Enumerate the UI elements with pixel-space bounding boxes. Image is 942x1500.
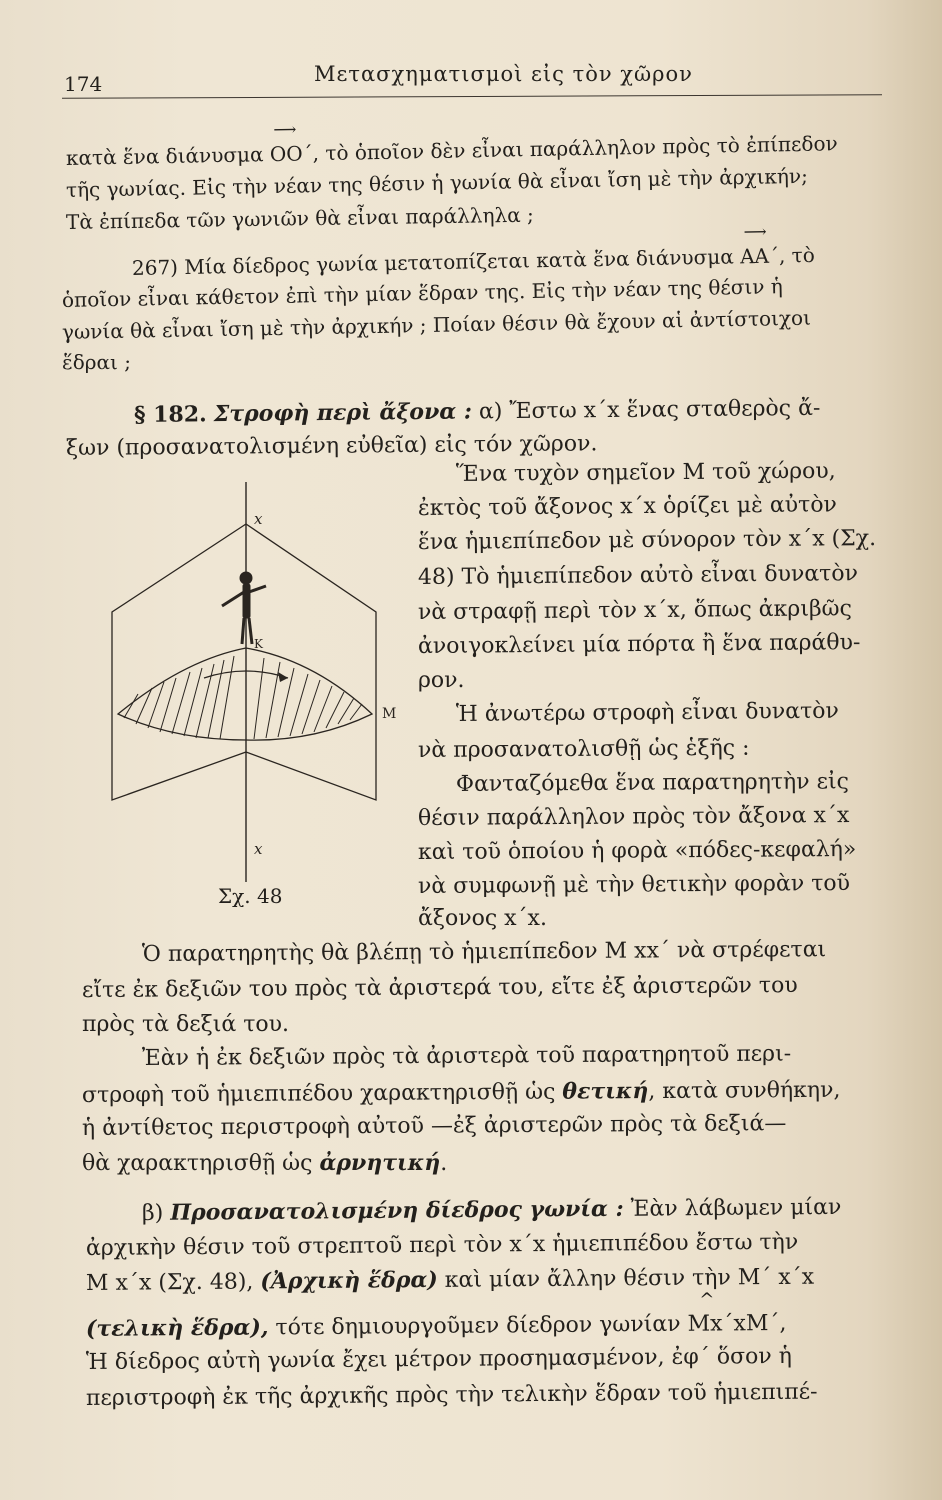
text-line: Μ x΄x (Σχ. 48), (Ἀρχικὴ ἕδρα) καὶ μίαν ἄλλην θέσιν τὴν Μ΄ x΄x xyxy=(85,1264,815,1296)
label-x-bottom: x xyxy=(254,840,263,858)
section-title: Στροφὴ περὶ ἄξονα : xyxy=(213,398,473,428)
text-line: Ἐὰν ἡ ἐκ δεξιῶν πρὸς τὰ ἀριστερὰ τοῦ παρατηρητοῦ περι- xyxy=(141,1041,792,1071)
text-line: (τελικὴ ἕδρα), τότε δημιουργοῦμεν δίεδρον γωνίαν Μx΄xΜ΄ ^, xyxy=(86,1310,787,1342)
vector-aa: ΑΑ΄ ⟶ xyxy=(740,244,779,269)
text-line: Ἕνα τυχὸν σημεῖον Μ τοῦ χώρου, xyxy=(455,458,836,487)
text-line: ἕνα ἡμιεπίπεδον μὲ σύνορον τὸν x΄x (Σχ. xyxy=(417,526,877,555)
exercise-267-line: ὁποῖον εἶναι κάθετον ἐπὶ τὴν μίαν ἕδραν της. Εἰς τὴν νέαν της θέσιν ἡ xyxy=(61,274,783,312)
exercise-267-line: ἕδραι ; xyxy=(62,350,131,374)
hatching xyxy=(124,656,362,739)
label-x-top: x xyxy=(254,510,263,528)
text-line: Ἡ δίεδρος αὐτὴ γωνία ἔχει μέτρον προσημασμένον, ἐφ΄ ὅσον ἡ xyxy=(85,1343,792,1375)
text-line: ἡ ἀντίθετος περιστροφὴ αὐτοῦ —ἐξ ἀριστερῶν πρὸς τὰ δεξιά— xyxy=(81,1111,787,1141)
text-line: Ἡ ἀνωτέρω στροφὴ εἶναι δυνατὸν xyxy=(455,698,839,727)
right-half-plane xyxy=(246,524,376,800)
text-line: στροφὴ τοῦ ἡμιεπιπέδου χαρακτηρισθῇ ὡς θετική, κατὰ συνθήκην, xyxy=(81,1077,841,1108)
figure-caption: Σχ. 48 xyxy=(218,884,283,908)
text-line: ἄξονος x΄x. xyxy=(418,906,547,931)
term-negative: ἀρνητική xyxy=(319,1150,441,1176)
text-line: εἴτε ἐκ δεξιῶν του πρὸς τὰ ἀριστερά του, εἴτε ἐξ ἀριστερῶν του xyxy=(81,973,798,1003)
text-line: ρον. xyxy=(418,668,465,693)
text-line: πρὸς τὰ δεξιά του. xyxy=(82,1012,289,1037)
left-half-plane xyxy=(112,524,246,800)
text-line: τῆς γωνίας. Εἰς τὴν νέαν της θέσιν ἡ γωνία θὰ εἶναι ἴση μὲ τὴν ἀρχικήν; xyxy=(65,163,809,202)
text-line: νὰ προσανατολισθῇ ὡς ἑξῆς : xyxy=(417,735,750,763)
text-line: νὰ στραφῇ περὶ τὸν x΄x, ὅπως ἀκριβῶς xyxy=(417,596,852,625)
observer-figure xyxy=(222,572,266,644)
page-number: 174 xyxy=(64,72,103,96)
text-line: νὰ συμφωνῇ μὲ τὴν θετικὴν φορὰν τοῦ xyxy=(417,870,851,899)
vector-oo: ΟΟ΄ ⟶ xyxy=(270,141,313,166)
text-line: Φανταζόμεθα ἕνα παρατηρητὴν εἰς xyxy=(455,769,849,797)
rotation-region xyxy=(118,648,372,740)
term-positive: θετική xyxy=(562,1078,649,1105)
text-line: ἀνοιγοκλείνει μία πόρτα ἢ ἕνα παράθυ- xyxy=(417,630,861,659)
text-line: ἀρχικὴν θέσιν τοῦ στρεπτοῦ περὶ τὸν x΄x ἡμιεπιπέδου ἔστω τὴν xyxy=(85,1229,799,1261)
text-line: θέσιν παράλληλον πρὸς τὸν ἄξονα x΄x xyxy=(417,802,850,831)
text-line: περιστροφὴ ἐκ τῆς ἀρχικῆς πρὸς τὴν τελικὴν ἕδραν τοῦ ἡμιεπιπέ- xyxy=(85,1379,818,1411)
term-initial-face: (Ἀρχικὴ ἕδρα) xyxy=(260,1266,438,1295)
term-final-face: (τελικὴ ἕδρα), xyxy=(85,1314,269,1342)
section-line: ξων (προσανατολισμένη εὐθεῖα) εἰς τόν χῶρον. xyxy=(65,431,598,461)
section-number: § 182. xyxy=(133,401,207,428)
text-line: θὰ χαρακτηρισθῇ ὡς ἀρνητική. xyxy=(82,1150,448,1176)
text-line: καὶ τοῦ ὁποίου ἡ φορὰ «πόδες-κεφαλή» xyxy=(417,836,857,865)
text-line: 48) Τὸ ἡμιεπίπεδον αὐτὸ εἶναι δυνατὸν xyxy=(417,561,859,590)
text-line: Ὁ παρατηρητὴς θὰ βλέπῃ τὸ ἡμιεπίπεδον Μ xx΄ νὰ στρέφεται xyxy=(141,937,827,967)
running-title: Μετασχηματισμοὶ εἰς τὸν χῶρον xyxy=(314,62,693,86)
exercise-267-line: γωνία θὰ εἶναι ἴση μὲ τὴν ἀρχικήν ; Ποίαν θέσιν θὰ ἔχουν αἱ ἀντίστοιχοι xyxy=(61,305,812,344)
text-line: κατὰ ἕνα διάνυσμα ΟΟ΄ ⟶, τὸ ὁποῖον δὲν εἶναι παράλληλον πρὸς τὸ ἐπίπεδον xyxy=(66,131,838,170)
section-heading: § 182. Στροφὴ περὶ ἄξονα : α) Ἔστω x΄x ἕνας σταθερὸς ἄ- xyxy=(133,395,821,428)
text-line: Τὰ ἐπίπεδα τῶν γωνιῶν θὰ εἶναι παράλληλα ; xyxy=(65,202,534,234)
text-line: ἐκτὸς τοῦ ἄξονος x΄x ὁρίζει μὲ αὐτὸν xyxy=(417,492,837,521)
label-k: K xyxy=(254,637,263,651)
header-rule xyxy=(62,94,882,99)
label-m: M xyxy=(382,706,397,722)
figure-48 xyxy=(104,482,404,882)
exercise-267-line: 267) Μία δίεδρος γωνία μετατοπίζεται κατὰ ἕνα διάνυσμα ΑΑ΄ ⟶, τὸ xyxy=(132,243,815,280)
angle-hat: Μx΄xΜ΄ ^ xyxy=(687,1311,779,1337)
text-line: β) Προσανατολισμένη δίεδρος γωνία : Ἐὰν λάβωμεν μίαν xyxy=(141,1194,842,1226)
term-oriented-dihedral: Προσανατολισμένη δίεδρος γωνία : xyxy=(170,1195,624,1226)
